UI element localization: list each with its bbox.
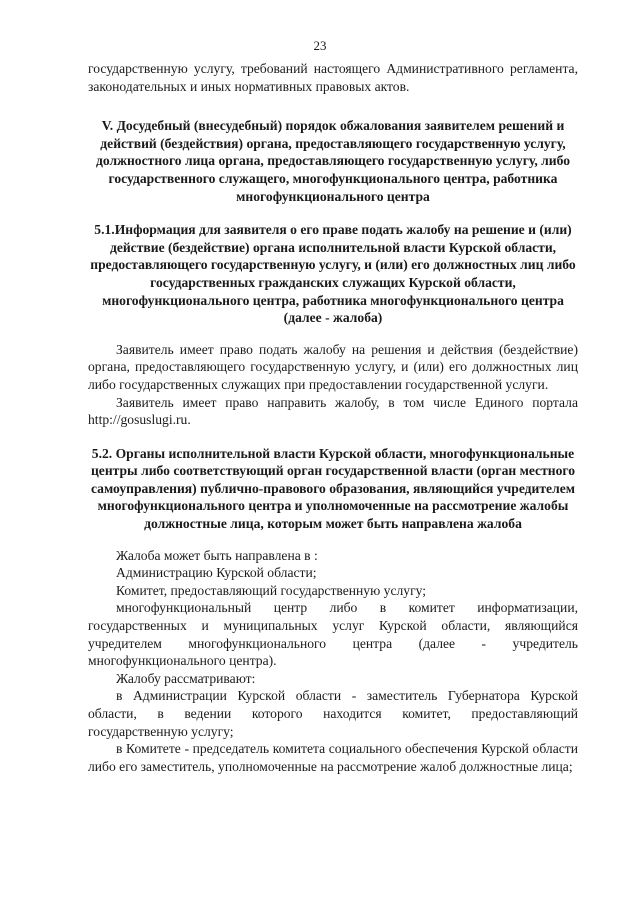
paragraph-right-to-complain: Заявитель имеет право подать жалобу на решения и действия (бездействие) органа, предоставляющего государственную услугу, и (или) его должностных лиц либо государственных служащих при предоставлении государственной услуги. [88,341,578,392]
paragraph-reviewed-by: Жалобу рассматривают: [116,670,256,686]
list-item-committee: Комитет, предоставляющий государственную услугу; [116,582,427,598]
page-number: 23 [313,38,327,53]
section-5-2-heading: 5.2. Органы исполнительной власти Курской области, многофункциональные центры либо соответствующий орган государственной власти (орган местного самоуправления) публично-правового образования, являющийся учредителем многофункционального центра и уполномоченные на рассмотрение жалобы должностные лица, которым может быть направлена жалоба [90,445,576,532]
section-v-heading: V. Досудебный (внесудебный) порядок обжалования заявителем решений и действий (бездействия) органа, предоставляющего государственную услугу, должностного лица органа, предоставляющего государственную услугу, либо государственного служащего, многофункционального центра, работника многофункционального центра [96,118,570,204]
list-item-administration: Администрацию Курской области; [116,565,317,581]
list-item-committee-chairman: в Комитете - председатель комитета социального обеспечения Курской области либо его заместитель, уполномоченные на рассмотрение жалоб должностные лица; [88,741,578,774]
section-5-1-heading: 5.1.Информация для заявителя о его праве подать жалобу на решение и (или) действие (бездействие) органа исполнительной власти Курской области, предоставляющего государственную услугу, и (или) его должностных лиц либо государственных гражданских служащих Курской области, многофункционального центра, работника многофункционального центра (далее - жалоба) [90,222,576,326]
document-body [88,60,578,775]
list-item-mfc: многофункциональный центр либо в комитет информатизации, государственных и муниципальных услуг Курской области, являющийся учредителем многофункционального центра (далее - учредитель многофункционального центра). [88,600,578,669]
list-item-deputy-governor: в Администрации Курской области - заместитель Губернатора Курской области, в ведении которого находится комитет, предоставляющий государственную услугу; [88,688,578,739]
intro-paragraph: государственную услугу, требований настоящего Административного регламента, законодательных и иных нормативных правовых актов. [88,61,578,94]
paragraph-portal: Заявитель имеет право направить жалобу, в том числе Единого портала http://gosuslugi.ru. [88,394,578,428]
paragraph-complaint-directed: Жалоба может быть направлена в : [116,547,318,563]
